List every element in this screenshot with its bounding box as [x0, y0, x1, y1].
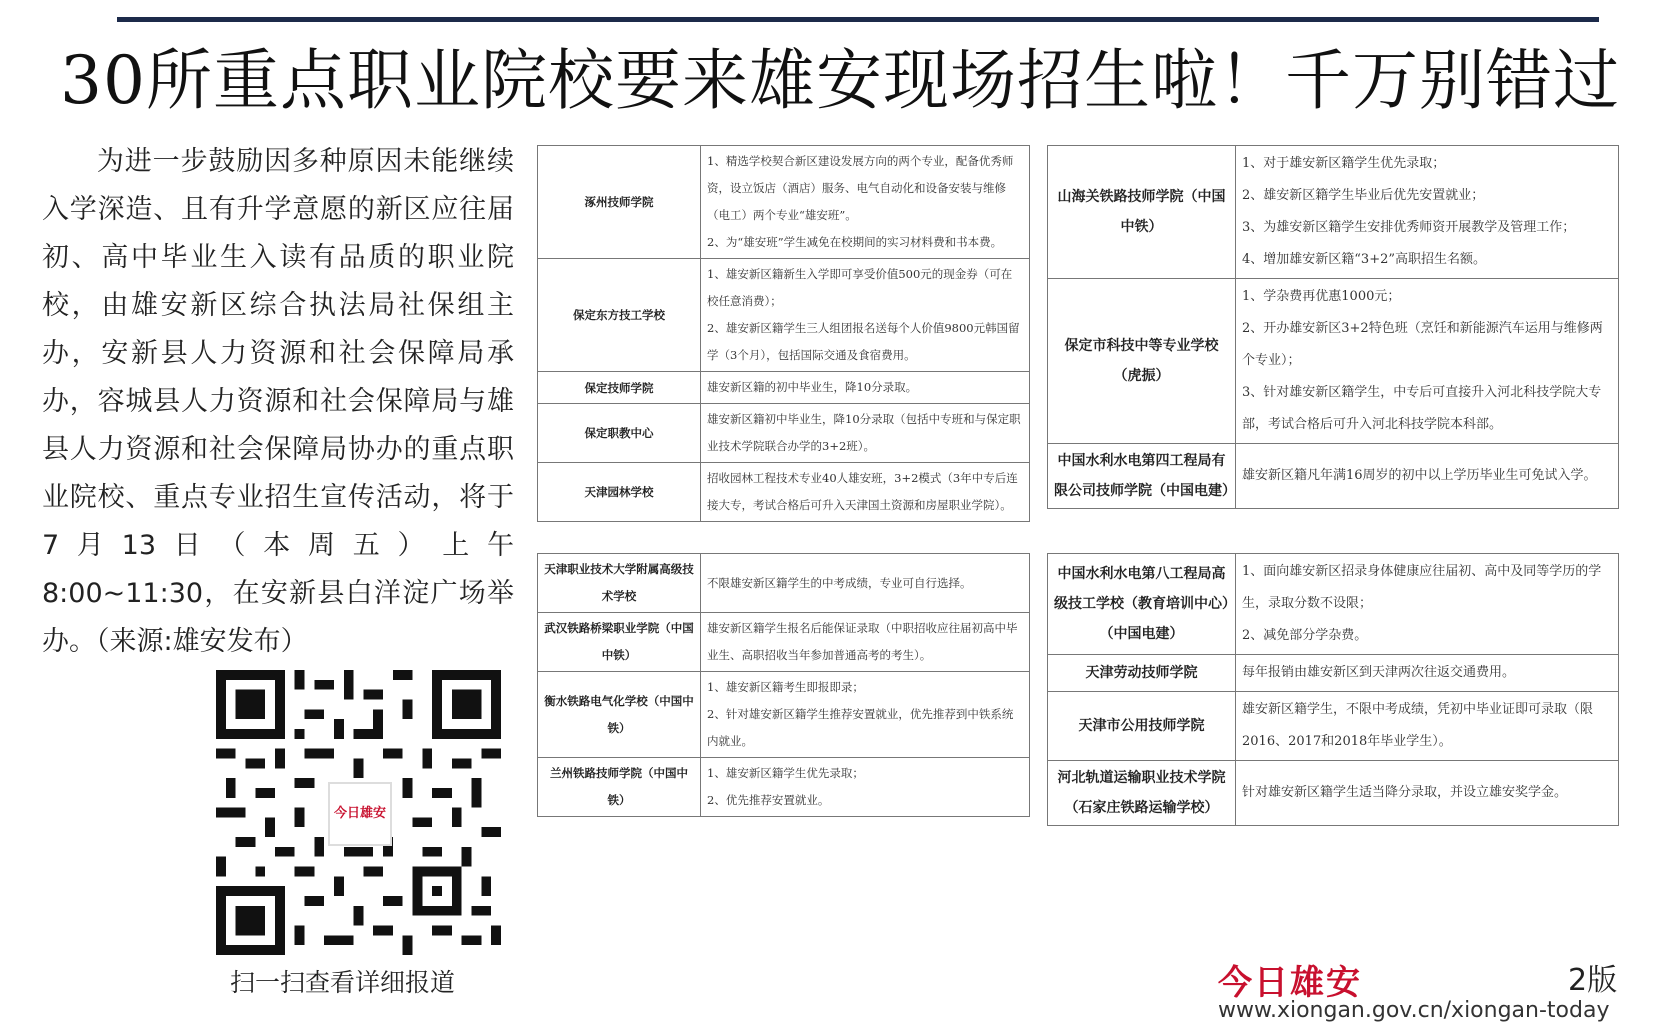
top-rule — [117, 17, 1599, 22]
school-name: 河北轨道运输职业技术学院（石家庄铁路运输学校） — [1048, 761, 1236, 826]
admission-policy — [701, 758, 1030, 817]
table-row — [1048, 146, 1619, 279]
footer-url[interactable]: www.xiongan.gov.cn/xiongan-today — [1218, 998, 1610, 1023]
policy-line: 2、开办雄安新区3+2特色班（烹饪和新能源汽车运用与维修两个专业）； — [1242, 321, 1603, 368]
table-row — [538, 372, 1030, 404]
policy-line: 2、雄安新区籍学生毕业后优先安置就业； — [1242, 188, 1485, 203]
school-name: 天津园林学校 — [538, 463, 701, 522]
admission-policy — [1236, 761, 1619, 826]
admission-policy — [701, 463, 1030, 522]
admission-policy — [701, 672, 1030, 758]
brand-logo: 今日雄安 — [1218, 963, 1362, 1003]
policy-line: 2、优先推荐安置就业。 — [707, 793, 830, 807]
school-name: 保定市科技中等专业学校（虎振） — [1048, 279, 1236, 444]
policy-line: 1、面向雄安新区招录身体健康应往届初、高中及同等学历的学生，录取分数不设限； — [1242, 564, 1602, 611]
table-row — [538, 672, 1030, 758]
policy-line: 雄安新区籍学生报名后能保证录取（中职招收应往届初高中毕业生、高职招收当年参加普通高考的考生）。 — [707, 621, 1018, 662]
policy-line: 1、雄安新区籍考生即报即录； — [707, 680, 864, 694]
intro-text: 为进一步鼓励因多种原因未能继续入学深造、且有升学意愿的新区应往届初、高中毕业生入读有品质的职业院校，由雄安新区综合执法局社保组主办，安新县人力资源和社会保障局承办，容城县人力资源和社会保障局与雄县人力资源和社会保障局协办的重点职业院校、重点专业招生宣传活动，将于7月13日（本周五）上午8:00~11:30，在安新县白洋淀广场举办。（来源:雄安发布） — [42, 146, 514, 657]
school-table-left-bottom — [537, 553, 1030, 817]
intro-paragraph — [42, 138, 514, 666]
table-row — [1048, 692, 1619, 761]
school-table-right-top — [1047, 145, 1619, 509]
admission-policy — [701, 372, 1030, 404]
admission-policy — [701, 554, 1030, 613]
school-table-right-bottom — [1047, 553, 1619, 826]
table-row — [1048, 761, 1619, 826]
school-name: 天津市公用技师学院 — [1048, 692, 1236, 761]
qr-caption: 扫一扫查看详细报道 — [230, 968, 456, 997]
table-row — [538, 404, 1030, 463]
admission-policy — [701, 146, 1030, 259]
school-name: 山海关铁路技师学院（中国中铁） — [1048, 146, 1236, 279]
admission-policy — [701, 404, 1030, 463]
policy-line: 雄安新区籍凡年满16周岁的初中以上学历毕业生可免试入学。 — [1242, 468, 1597, 483]
policy-line: 3、针对雄安新区籍学生，中专后可直接升入河北科技学院大专部，考试合格后可升入河北科技学院本科部。 — [1242, 385, 1602, 432]
school-name: 天津劳动技师学院 — [1048, 655, 1236, 692]
policy-line: 每年报销由雄安新区到天津两次往返交通费用。 — [1242, 665, 1516, 680]
table-row — [538, 758, 1030, 817]
page-number: 2版 — [1568, 963, 1618, 998]
school-name: 保定职教中心 — [538, 404, 701, 463]
policy-line: 1、学杂费再优惠1000元； — [1242, 289, 1401, 304]
table-row — [1048, 655, 1619, 692]
table-row — [538, 463, 1030, 522]
table-row — [1048, 554, 1619, 655]
admission-policy — [1236, 554, 1619, 655]
policy-line: 2、针对雄安新区籍学生推荐安置就业，优先推荐到中铁系统内就业。 — [707, 707, 1014, 748]
admission-policy — [701, 613, 1030, 672]
school-name: 天津职业技术大学附属高级技术学校 — [538, 554, 701, 613]
admission-policy — [1236, 146, 1619, 279]
admission-policy — [1236, 279, 1619, 444]
qr-center-logo: 今日雄安 — [328, 782, 392, 846]
qr-code[interactable] — [216, 670, 501, 955]
policy-line: 1、雄安新区籍学生优先录取； — [707, 766, 864, 780]
school-table-left-top — [537, 145, 1030, 522]
table-row — [1048, 444, 1619, 509]
policy-line: 2、雄安新区籍学生三人组团报名送每个人价值9800元韩国留学（3个月），包括国际交通及食宿费用。 — [707, 321, 1020, 362]
admission-policy — [701, 259, 1030, 372]
policy-line: 1、精选学校契合新区建设发展方向的两个专业，配备优秀师资，设立饭店（酒店）服务、电气自动化和设备安装与维修（电工）两个专业“雄安班”。 — [707, 154, 1014, 222]
policy-line: 2、为“雄安班”学生减免在校期间的实习材料费和书本费。 — [707, 235, 1003, 249]
policy-line: 雄安新区籍初中毕业生，降10分录取（包括中专班和与保定职业技术学院联合办学的3+2班）。 — [707, 412, 1021, 453]
policy-line: 1、雄安新区籍新生入学即可享受价值500元的现金券（可在校任意消费）； — [707, 267, 1013, 308]
admission-policy — [1236, 444, 1619, 509]
school-name: 涿州技师学院 — [538, 146, 701, 259]
policy-line: 3、为雄安新区籍学生安排优秀师资开展教学及管理工作； — [1242, 220, 1576, 235]
policy-line: 1、对于雄安新区籍学生优先录取； — [1242, 156, 1446, 171]
table-row — [538, 613, 1030, 672]
school-name: 武汉铁路桥梁职业学院（中国中铁） — [538, 613, 701, 672]
school-name: 衡水铁路电气化学校（中国中铁） — [538, 672, 701, 758]
policy-line: 招收园林工程技术专业40人雄安班，3+2模式（3年中专后连接大专，考试合格后可升入天津国土资源和房屋职业学院）。 — [707, 471, 1018, 512]
school-name: 保定东方技工学校 — [538, 259, 701, 372]
table-row — [1048, 279, 1619, 444]
admission-policy — [1236, 655, 1619, 692]
policy-line: 4、增加雄安新区籍“3+2”高职招生名额。 — [1242, 252, 1486, 267]
policy-line: 雄安新区籍的初中毕业生，降10分录取。 — [707, 380, 918, 394]
admission-policy — [1236, 692, 1619, 761]
policy-line: 雄安新区籍学生，不限中考成绩，凭初中毕业证即可录取（限2016、2017和2018年毕业学生）。 — [1242, 702, 1594, 749]
table-row — [538, 259, 1030, 372]
table-row — [538, 146, 1030, 259]
school-name: 中国水利水电第八工程局高级技工学校（教育培训中心）（中国电建） — [1048, 554, 1236, 655]
policy-line: 针对雄安新区籍学生适当降分录取，并设立雄安奖学金。 — [1242, 785, 1568, 800]
school-name: 兰州铁路技师学院（中国中铁） — [538, 758, 701, 817]
policy-line: 2、减免部分学杂费。 — [1242, 628, 1368, 643]
policy-line: 不限雄安新区籍学生的中考成绩，专业可自行选择。 — [707, 575, 972, 590]
page-title: 30所重点职业院校要来雄安现场招生啦！千万别错过 — [60, 42, 1620, 119]
school-name: 中国水利水电第四工程局有限公司技师学院（中国电建） — [1048, 444, 1236, 509]
school-name: 保定技师学院 — [538, 372, 701, 404]
table-row — [538, 554, 1030, 613]
